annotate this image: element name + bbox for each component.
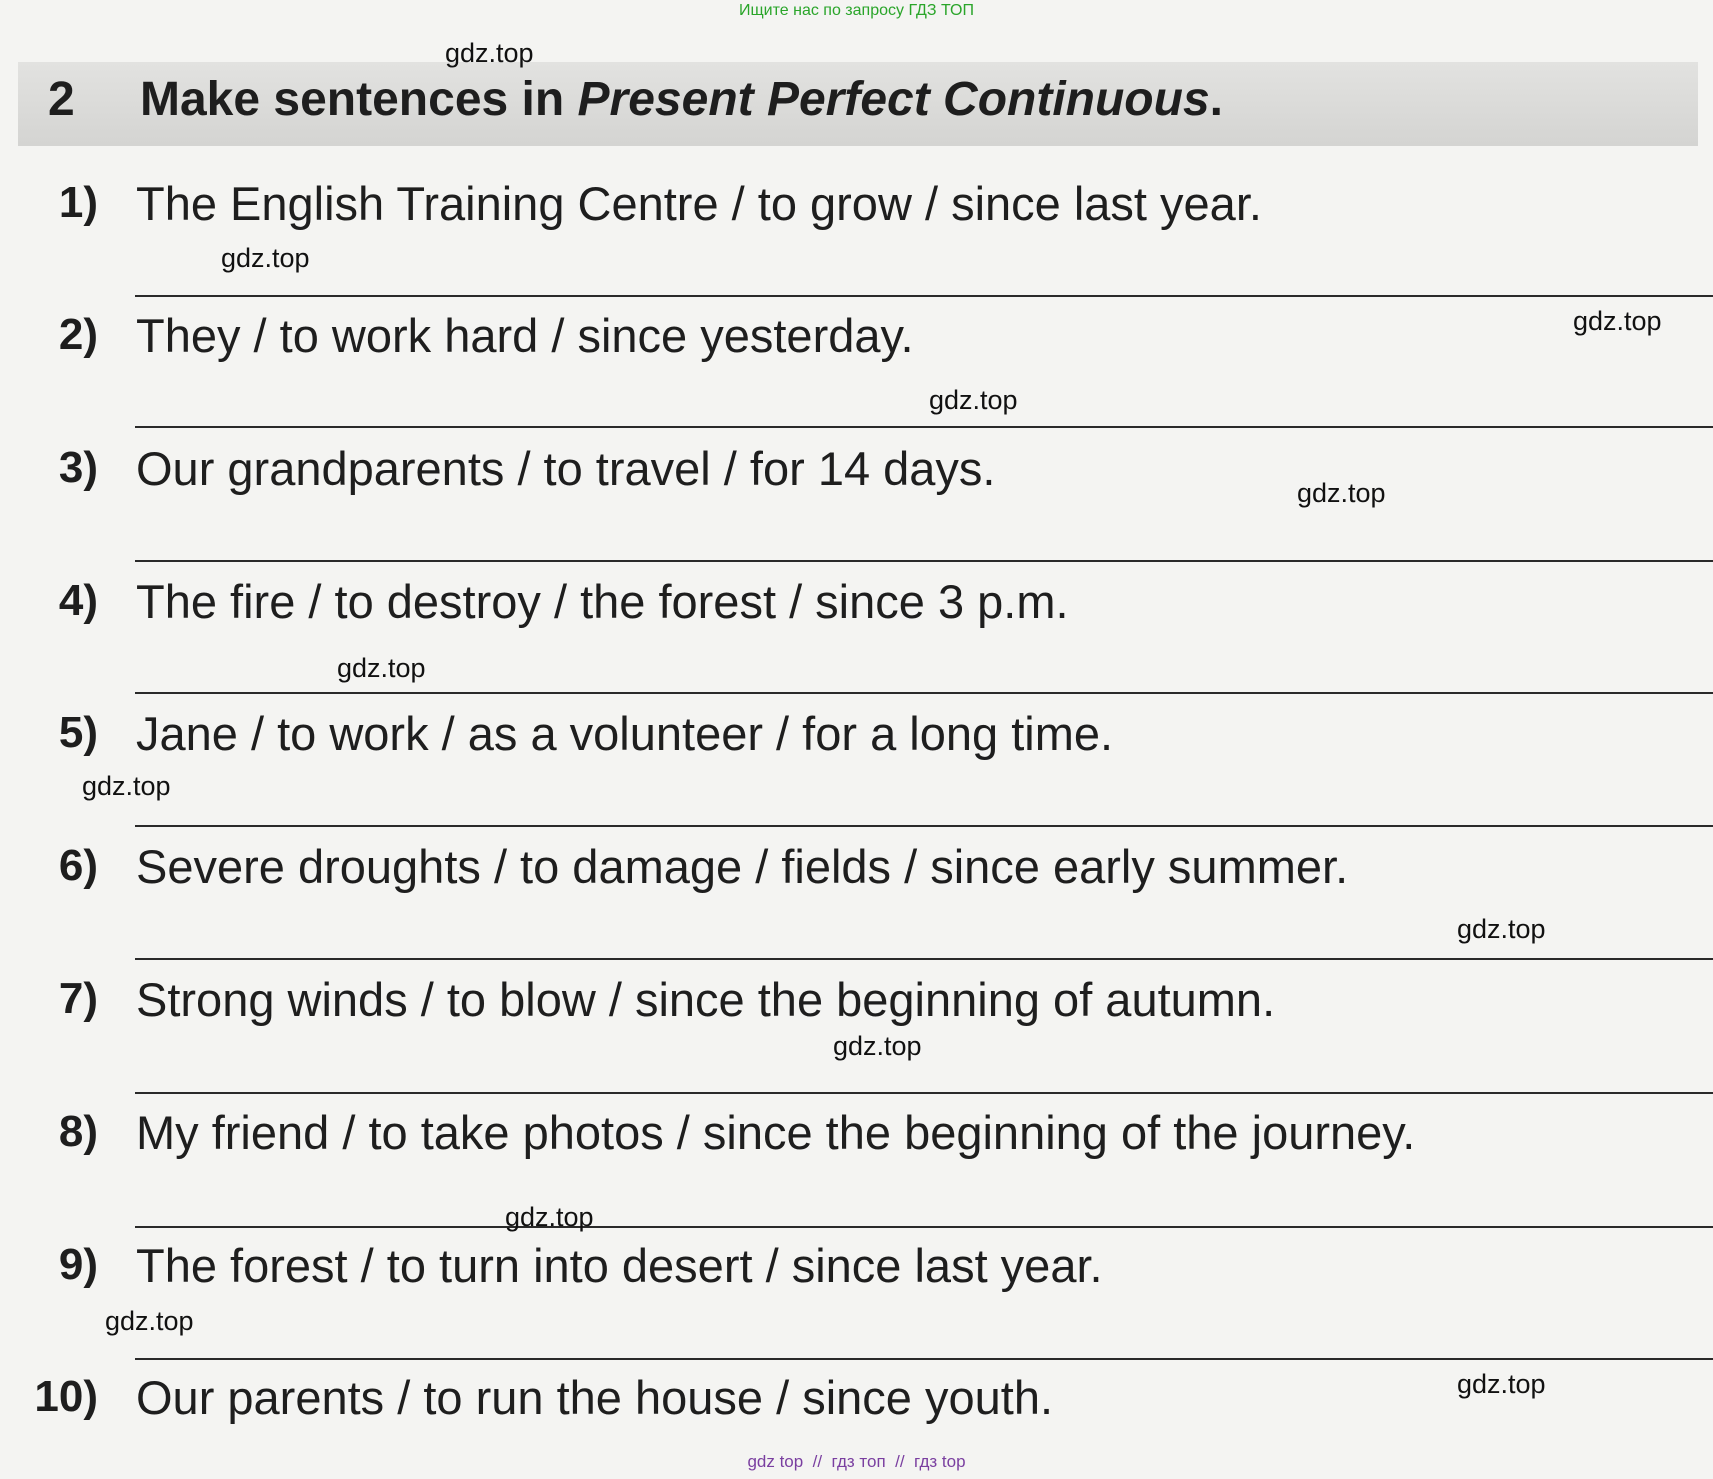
exercise-number: 2 bbox=[48, 73, 75, 126]
answer-line[interactable] bbox=[135, 958, 1713, 960]
item-text: They / to work hard / since yesterday. bbox=[136, 309, 914, 362]
answer-line[interactable] bbox=[135, 560, 1713, 562]
item-text: Our grandparents / to travel / for 14 days. bbox=[136, 442, 996, 495]
item-text: Jane / to work / as a volunteer / for a long time. bbox=[136, 707, 1114, 760]
watermark: gdz.top bbox=[1573, 306, 1662, 336]
item-text: My friend / to take photos / since the beginning of the journey. bbox=[136, 1106, 1416, 1159]
watermark: gdz.top bbox=[105, 1306, 194, 1336]
answer-line[interactable] bbox=[135, 1226, 1713, 1228]
watermark: gdz.top bbox=[929, 385, 1018, 415]
answer-line[interactable] bbox=[135, 1092, 1713, 1094]
item-number: 10) bbox=[34, 1372, 98, 1421]
item-number: 4) bbox=[58, 576, 98, 625]
watermark: gdz.top bbox=[1297, 478, 1386, 508]
item-text: Strong winds / to blow / since the beginning of autumn. bbox=[136, 973, 1276, 1026]
title-emphasis: Present Perfect Continuous bbox=[577, 73, 1210, 126]
item-number: 7) bbox=[58, 974, 98, 1023]
item-number: 5) bbox=[58, 708, 98, 757]
item-text: The forest / to turn into desert / since last year. bbox=[136, 1239, 1103, 1292]
watermark: gdz.top bbox=[505, 1202, 594, 1232]
item-number: 6) bbox=[58, 841, 98, 890]
item-number: 9) bbox=[58, 1240, 98, 1289]
watermark: gdz.top bbox=[82, 771, 171, 801]
item-text: The fire / to destroy / the forest / since 3 p.m. bbox=[136, 575, 1069, 628]
title-suffix: . bbox=[1209, 73, 1223, 126]
answer-line[interactable] bbox=[135, 426, 1713, 428]
item-text: Severe droughts / to damage / fields / since early summer. bbox=[136, 840, 1349, 893]
watermark: gdz.top bbox=[337, 653, 426, 683]
answer-line[interactable] bbox=[135, 295, 1713, 297]
watermark: gdz.top bbox=[1457, 1369, 1546, 1399]
exercise-title bbox=[140, 72, 1223, 127]
answer-line[interactable] bbox=[135, 825, 1713, 827]
item-number: 2) bbox=[58, 310, 98, 359]
watermark: gdz.top bbox=[833, 1031, 922, 1061]
item-text: Our parents / to run the house / since youth. bbox=[136, 1371, 1054, 1424]
top-banner: Ищите нас по запросу ГДЗ ТОП bbox=[739, 2, 974, 19]
item-number: 3) bbox=[58, 443, 98, 492]
watermark: gdz.top bbox=[221, 243, 310, 273]
answer-line[interactable] bbox=[135, 1358, 1713, 1360]
item-text: The English Training Centre / to grow / since last year. bbox=[136, 177, 1262, 230]
title-prefix: Make sentences in bbox=[140, 73, 578, 126]
answer-line[interactable] bbox=[135, 692, 1713, 694]
item-number: 8) bbox=[58, 1107, 98, 1156]
item-number: 1) bbox=[58, 178, 98, 227]
watermark: gdz.top bbox=[445, 38, 534, 68]
watermark: gdz.top bbox=[1457, 914, 1546, 944]
footer-links: gdz top // гдз топ // гдз top bbox=[747, 1452, 966, 1471]
